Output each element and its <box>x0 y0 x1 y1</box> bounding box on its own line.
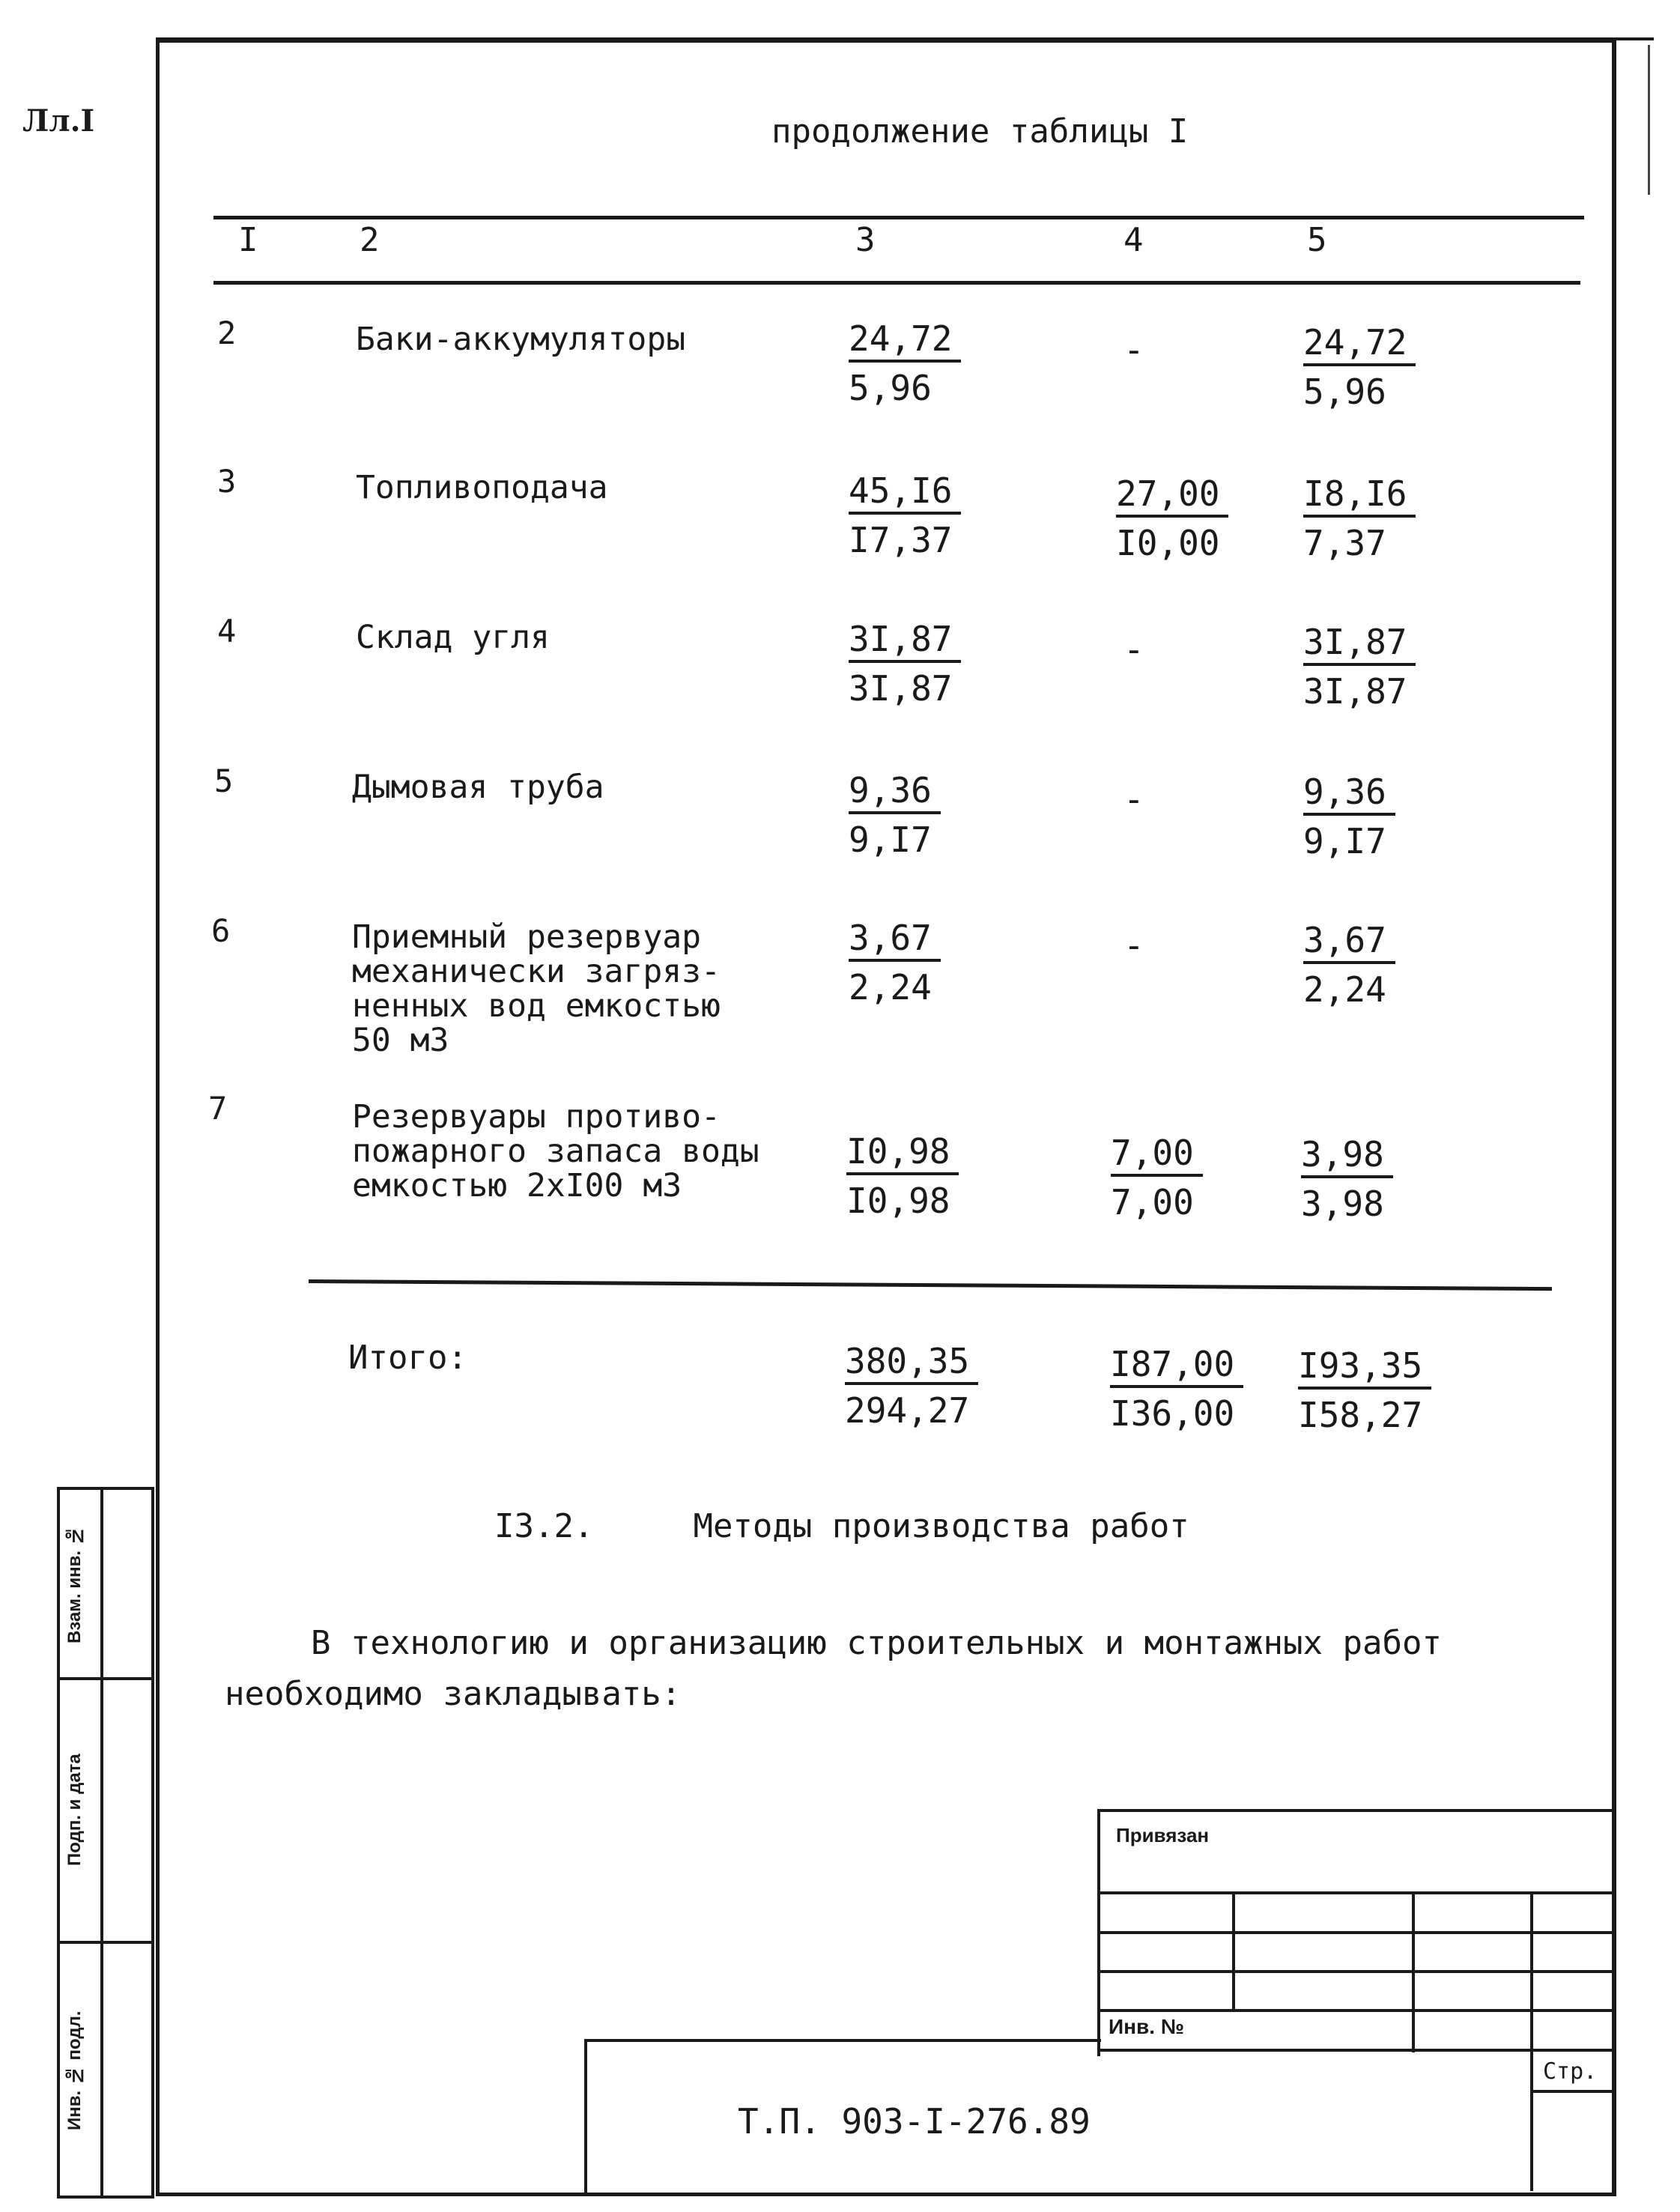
titleblock-row-line <box>1097 1970 1614 1973</box>
stamp-row-divider <box>60 1677 151 1680</box>
value-col5 <box>1303 322 1416 414</box>
titleblock-row-line <box>1097 2009 1614 2012</box>
value-col3 <box>849 619 961 711</box>
value-denominator: I58,27 <box>1298 1395 1423 1435</box>
value-col5 <box>1301 1134 1393 1226</box>
value-numerator: 380,35 <box>845 1342 978 1385</box>
value-numerator: 3I,87 <box>1303 622 1416 666</box>
total-label: Итого: <box>348 1339 467 1377</box>
row-name-line: ненных вод емкостью <box>352 987 721 1025</box>
row-name <box>356 620 550 655</box>
value-numerator: 3,67 <box>1303 921 1395 964</box>
row-name <box>352 1100 759 1203</box>
paragraph-line: В технологию и организацию строительных и монтажных работ <box>311 1624 1442 1662</box>
row-number: 7 <box>208 1090 228 1127</box>
stamp-column-divider <box>100 1490 103 2196</box>
section-heading <box>494 1507 1189 1545</box>
value-col3 <box>849 470 961 563</box>
value-numerator: 3,67 <box>849 918 941 962</box>
row-name-line: Склад угля <box>356 619 550 656</box>
column-header-1: I <box>238 221 258 259</box>
row-name-line: пожарного запаса воды <box>352 1133 759 1170</box>
titleblock-row-line <box>1097 1931 1614 1934</box>
table-caption: продолжение таблицы I <box>771 112 1189 151</box>
titleblock-page-divider <box>1530 2090 1614 2093</box>
titleblock-col-line <box>1412 1891 1415 2052</box>
value-numerator: 3I,87 <box>849 619 961 663</box>
value-denominator: 7,37 <box>1303 523 1386 563</box>
row-name-line: Топливоподача <box>356 469 608 506</box>
value-numerator: 9,36 <box>849 771 941 814</box>
stamp-label-replacement-inv: Взам. инв. № <box>64 1525 85 1643</box>
value-numerator: 24,72 <box>849 319 961 363</box>
row-number: 5 <box>214 763 234 799</box>
value-denominator: 7,00 <box>1111 1182 1194 1222</box>
value-denominator: 2,24 <box>849 967 932 1007</box>
titleblock-top-border <box>1097 1809 1614 1812</box>
column-header-3: 3 <box>855 221 876 259</box>
value-col5 <box>1303 920 1395 1012</box>
column-header-4: 4 <box>1123 221 1144 259</box>
value-denominator: 294,27 <box>845 1390 970 1431</box>
titleblock-docbox-top <box>584 2039 1101 2042</box>
row-name-line: 50 м3 <box>352 1022 449 1059</box>
value-col5 <box>1303 622 1416 714</box>
value-numerator: 24,72 <box>1303 323 1416 366</box>
value-numerator: 7,00 <box>1111 1133 1203 1177</box>
value-col4: - <box>1123 779 1144 819</box>
value-col3 <box>849 318 961 410</box>
value-col3 <box>849 770 941 862</box>
total-col4 <box>1110 1344 1243 1436</box>
row-name <box>356 470 608 505</box>
value-numerator: I8,I6 <box>1303 474 1416 518</box>
titleblock-row-line <box>1097 2049 1614 2052</box>
row-number: 2 <box>217 315 237 351</box>
row-number: 6 <box>211 912 231 949</box>
total-col3 <box>845 1341 978 1433</box>
value-numerator: 9,36 <box>1303 772 1395 816</box>
left-margin-stamp <box>57 1487 154 2199</box>
value-denominator: I36,00 <box>1110 1393 1235 1434</box>
value-denominator: 3I,87 <box>1303 671 1407 712</box>
value-numerator: 45,I6 <box>849 471 961 515</box>
value-col3 <box>846 1131 959 1223</box>
row-name-line: механически загряз- <box>352 953 721 990</box>
column-header-5: 5 <box>1307 221 1327 259</box>
sheet-corner-label: Лл.I <box>22 103 95 139</box>
titleblock-row-line <box>1097 1891 1614 1894</box>
titleblock-col-line <box>1232 1891 1235 2011</box>
value-numerator: 27,00 <box>1116 474 1228 518</box>
value-numerator: I93,35 <box>1298 1346 1431 1390</box>
value-numerator: I0,98 <box>846 1132 959 1175</box>
row-name-line: Дымовая труба <box>352 769 604 806</box>
row-number: 3 <box>217 463 237 500</box>
row-number: 4 <box>217 613 237 649</box>
row-name-line: Резервуары противо- <box>352 1098 721 1136</box>
value-col4: - <box>1123 330 1144 370</box>
titleblock-col-line <box>1530 1891 1533 2191</box>
value-denominator: I0,00 <box>1116 523 1220 563</box>
table-header-bottom-line <box>213 281 1580 285</box>
row-name <box>352 920 721 1058</box>
stamp-label-original-inv: Инв. № подл. <box>64 2011 85 2130</box>
value-col4 <box>1111 1133 1203 1225</box>
titleblock-inv-no: Инв. № <box>1109 2015 1185 2038</box>
value-col4: - <box>1123 629 1144 670</box>
titleblock-privyazan: Привязан <box>1116 1824 1210 1846</box>
stamp-label-signature-date: Подп. и дата <box>64 1754 85 1866</box>
value-denominator: 3I,87 <box>849 668 953 709</box>
table-header-top-line <box>213 216 1584 219</box>
column-header-2: 2 <box>360 221 380 259</box>
value-denominator: 9,I7 <box>1303 821 1386 861</box>
section-title: Методы производства работ <box>693 1507 1189 1545</box>
value-denominator: 3,98 <box>1301 1184 1384 1224</box>
value-denominator: 5,96 <box>1303 372 1386 412</box>
row-name <box>352 770 604 804</box>
row-name <box>356 322 685 357</box>
row-name-line: Баки-аккумуляторы <box>356 321 686 358</box>
frame-right-edge <box>1648 45 1650 195</box>
value-col5 <box>1303 772 1395 864</box>
value-denominator: 2,24 <box>1303 969 1386 1010</box>
row-name-line: Приемный резервуар <box>352 918 701 956</box>
value-denominator: I7,37 <box>849 520 953 560</box>
value-col3 <box>849 918 941 1010</box>
value-col4 <box>1116 473 1228 566</box>
total-col5 <box>1298 1345 1431 1437</box>
paragraph-line: необходимо закладывать: <box>225 1675 682 1713</box>
value-numerator: I87,00 <box>1110 1345 1243 1388</box>
section-number: I3.2. <box>494 1507 594 1545</box>
value-denominator: I0,98 <box>846 1181 950 1221</box>
titleblock-docbox-left <box>584 2039 587 2196</box>
value-col5 <box>1303 473 1416 566</box>
body-paragraph <box>225 1618 1513 1720</box>
value-col4: - <box>1123 925 1144 966</box>
value-numerator: 3,98 <box>1301 1135 1393 1178</box>
value-denominator: 5,96 <box>849 368 932 408</box>
document-code: Т.П. 903-I-276.89 <box>738 2101 1091 2142</box>
stamp-row-divider <box>60 1941 151 1944</box>
titleblock-page-label: Стр. <box>1543 2058 1598 2085</box>
row-name-line: емкостью 2хI00 м3 <box>352 1167 682 1205</box>
value-denominator: 9,I7 <box>849 819 932 860</box>
